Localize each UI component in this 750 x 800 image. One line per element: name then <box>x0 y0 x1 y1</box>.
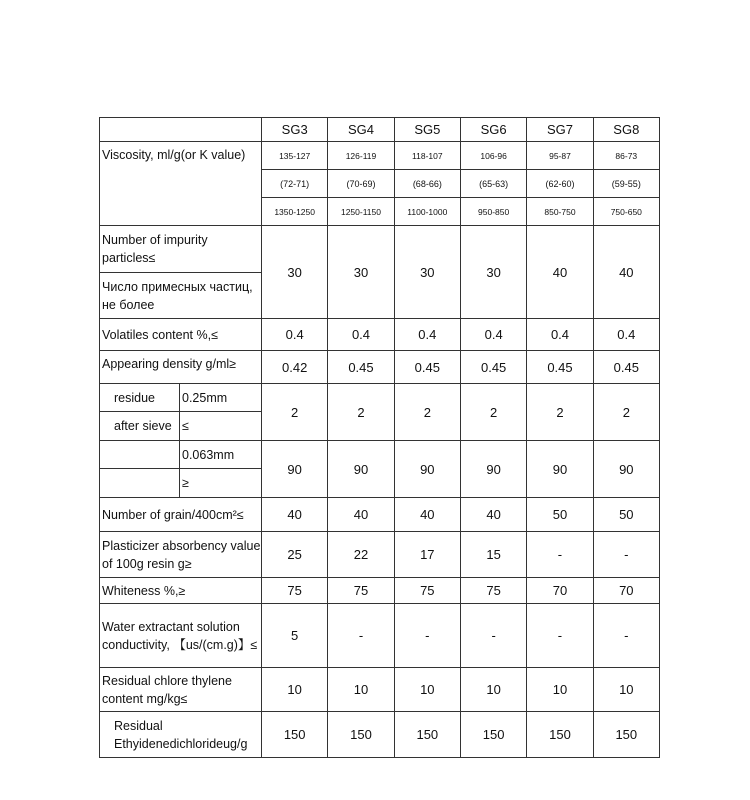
density-value: 0.45 <box>328 351 394 384</box>
column-header: SG7 <box>527 118 593 142</box>
sieve-value-2: 90 <box>262 441 328 498</box>
sieve-value-1: 2 <box>394 384 460 441</box>
spec-table <box>99 117 660 758</box>
chlore-value: 10 <box>394 668 460 712</box>
plasticizer-label: Plasticizer absorbency value of 100g resin g≥ <box>100 532 262 578</box>
impurity-value: 30 <box>394 226 460 319</box>
density-value: 0.45 <box>593 351 659 384</box>
chlore-value: 10 <box>328 668 394 712</box>
plasticizer-value: 15 <box>460 532 526 578</box>
volatiles-value: 0.4 <box>394 319 460 351</box>
column-header: SG5 <box>394 118 460 142</box>
impurity-value: 30 <box>460 226 526 319</box>
chlore-value: 10 <box>527 668 593 712</box>
impurity-value: 40 <box>593 226 659 319</box>
polymerization-value: 1250-1150 <box>328 198 394 226</box>
ethyl-value: 150 <box>394 712 460 758</box>
volatiles-value: 0.4 <box>460 319 526 351</box>
sieve-value-2: 90 <box>394 441 460 498</box>
plasticizer-value: 17 <box>394 532 460 578</box>
density-value: 0.45 <box>460 351 526 384</box>
plasticizer-value: - <box>527 532 593 578</box>
volatiles-label: Volatiles content %,≤ <box>100 319 262 351</box>
conductivity-value: - <box>460 604 526 668</box>
sieve-row-2a <box>100 441 660 469</box>
chlore-value: 10 <box>593 668 659 712</box>
volatiles-value: 0.4 <box>527 319 593 351</box>
polymerization-value: 1100-1000 <box>394 198 460 226</box>
plasticizer-value: 25 <box>262 532 328 578</box>
viscosity-row <box>100 142 660 170</box>
sieve-value-1: 2 <box>527 384 593 441</box>
k-value: (59-55) <box>593 170 659 198</box>
conductivity-row <box>100 604 660 668</box>
polymerization-value: 950-850 <box>460 198 526 226</box>
impurity-row <box>100 226 660 273</box>
ethyl-value: 150 <box>593 712 659 758</box>
polymerization-value: 1350-1250 <box>262 198 328 226</box>
sieve-blank <box>100 469 180 498</box>
sieve-value-2: 90 <box>460 441 526 498</box>
impurity-value: 30 <box>328 226 394 319</box>
grain-value: 40 <box>460 498 526 532</box>
chlore-row <box>100 668 660 712</box>
sieve-value-1: 2 <box>593 384 659 441</box>
whiteness-row <box>100 578 660 604</box>
sieve-size-2: 0.063mm <box>180 441 262 469</box>
sieve-size-1: 0.25mm <box>180 384 262 412</box>
viscosity-value: 95-87 <box>527 142 593 170</box>
plasticizer-row <box>100 532 660 578</box>
sieve-op-1: ≤ <box>180 412 262 441</box>
k-value: (68-66) <box>394 170 460 198</box>
ethyl-label: Residual Ethyidenedichlorideug/g <box>100 712 262 758</box>
viscosity-label: Viscosity, ml/g(or K value) <box>100 142 262 226</box>
volatiles-value: 0.4 <box>262 319 328 351</box>
polymerization-value: 850-750 <box>527 198 593 226</box>
grain-row <box>100 498 660 532</box>
impurity-value: 40 <box>527 226 593 319</box>
k-value: (62-60) <box>527 170 593 198</box>
grain-value: 50 <box>527 498 593 532</box>
impurity-label-ru: Число примесных частиц, не более <box>100 273 262 319</box>
column-header: SG4 <box>328 118 394 142</box>
sieve-label-after: after sieve <box>100 412 180 441</box>
volatiles-value: 0.4 <box>593 319 659 351</box>
whiteness-value: 75 <box>394 578 460 604</box>
sieve-blank <box>100 441 180 469</box>
grain-value: 40 <box>394 498 460 532</box>
impurity-label-en: Number of impurity particles≤ <box>100 226 262 273</box>
conductivity-value: 5 <box>262 604 328 668</box>
ethyl-value: 150 <box>460 712 526 758</box>
whiteness-label: Whiteness %,≥ <box>100 578 262 604</box>
whiteness-value: 70 <box>527 578 593 604</box>
volatiles-row <box>100 319 660 351</box>
viscosity-value: 86-73 <box>593 142 659 170</box>
whiteness-value: 75 <box>328 578 394 604</box>
chlore-value: 10 <box>460 668 526 712</box>
column-header: SG8 <box>593 118 659 142</box>
whiteness-value: 75 <box>460 578 526 604</box>
sieve-value-2: 90 <box>328 441 394 498</box>
sieve-value-2: 90 <box>527 441 593 498</box>
ethyl-row <box>100 712 660 758</box>
conductivity-value: - <box>394 604 460 668</box>
volatiles-value: 0.4 <box>328 319 394 351</box>
density-row <box>100 351 660 384</box>
impurity-value: 30 <box>262 226 328 319</box>
density-value: 0.45 <box>527 351 593 384</box>
sieve-label-residue: residue <box>100 384 180 412</box>
column-header: SG6 <box>460 118 526 142</box>
sieve-value-1: 2 <box>262 384 328 441</box>
chlore-label: Residual chlore thylene content mg/kg≤ <box>100 668 262 712</box>
conductivity-value: - <box>593 604 659 668</box>
grain-label: Number of grain/400cm²≤ <box>100 498 262 532</box>
ethyl-value: 150 <box>527 712 593 758</box>
viscosity-value: 118-107 <box>394 142 460 170</box>
header-row <box>100 118 660 142</box>
sieve-value-2: 90 <box>593 441 659 498</box>
k-value: (65-63) <box>460 170 526 198</box>
plasticizer-value: 22 <box>328 532 394 578</box>
conductivity-value: - <box>527 604 593 668</box>
sieve-row-1a <box>100 384 660 412</box>
sieve-value-1: 2 <box>460 384 526 441</box>
viscosity-value: 126-119 <box>328 142 394 170</box>
column-header: SG3 <box>262 118 328 142</box>
grain-value: 40 <box>328 498 394 532</box>
k-value: (72-71) <box>262 170 328 198</box>
viscosity-value: 135-127 <box>262 142 328 170</box>
chlore-value: 10 <box>262 668 328 712</box>
viscosity-value: 106-96 <box>460 142 526 170</box>
sieve-op-2: ≥ <box>180 469 262 498</box>
sieve-value-1: 2 <box>328 384 394 441</box>
conductivity-label: Water extractant solution conductivity, 【us/(cm.g)】≤ <box>100 604 262 668</box>
plasticizer-value: - <box>593 532 659 578</box>
density-value: 0.45 <box>394 351 460 384</box>
ethyl-value: 150 <box>328 712 394 758</box>
k-value: (70-69) <box>328 170 394 198</box>
polymerization-value: 750-650 <box>593 198 659 226</box>
density-label: Appearing density g/ml≥ <box>100 351 262 384</box>
density-value: 0.42 <box>262 351 328 384</box>
header-blank <box>100 118 262 142</box>
grain-value: 40 <box>262 498 328 532</box>
conductivity-value: - <box>328 604 394 668</box>
grain-value: 50 <box>593 498 659 532</box>
ethyl-value: 150 <box>262 712 328 758</box>
whiteness-value: 75 <box>262 578 328 604</box>
whiteness-value: 70 <box>593 578 659 604</box>
